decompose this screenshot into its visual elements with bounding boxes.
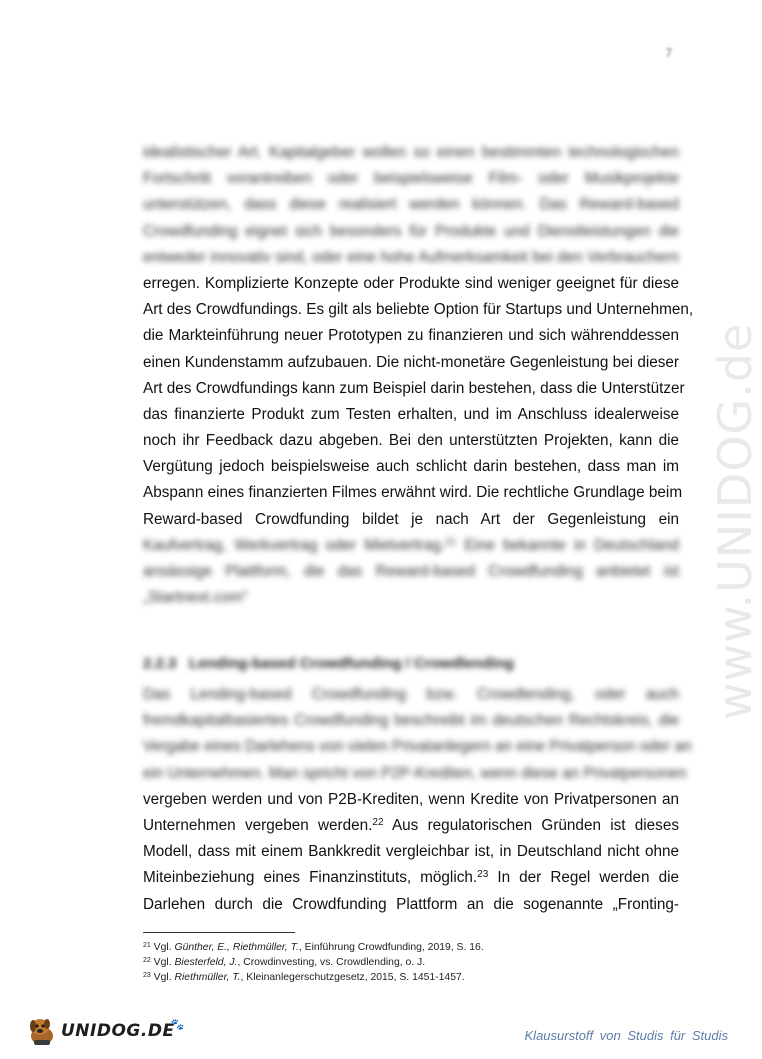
text-line: Das Lending-based Crowdfunding bzw. Crowdlending, oder auch	[143, 686, 679, 703]
footnote-prefix: Vgl.	[150, 972, 175, 983]
footnote-author: Riethmüller, T.	[174, 972, 241, 983]
text-line: die Markteinführung neuer Prototypen zu finanzieren und sich währenddessen	[143, 327, 679, 345]
text-line	[143, 865, 679, 891]
footnote-number: 23	[143, 972, 151, 979]
section-title: Lending-based Crowdfunding / Crowdlending	[189, 655, 514, 672]
paragraph-reward-crowdfunding	[143, 140, 694, 611]
text-line: Vergabe eines Darlehens von vielen Privatanlegern an eine Privatperson oder an	[143, 738, 692, 756]
footnote-number: 21	[143, 942, 151, 949]
text-fragment: Unternehmen vergeben werden.	[143, 816, 373, 834]
dog-mascot-icon	[25, 1014, 59, 1048]
footnote-text: , Crowdinvesting, vs. Crowdlending, o. J.	[237, 957, 426, 968]
paragraph-crowdlending	[143, 682, 692, 918]
footnote-ref: 23	[477, 869, 489, 881]
text-line: ein Unternehmen. Man spricht von P2P-Krediten, wenn diese an Privatpersonen	[143, 764, 687, 782]
footnote	[143, 955, 679, 970]
footnote-ref: 22	[372, 816, 384, 828]
paw-icon: 🐾	[170, 1018, 185, 1031]
text-line: idealistischer Art. Kapitalgeber wollen so einen bestimmten technologischen	[143, 144, 679, 161]
section-number: 2.2.3	[143, 655, 177, 672]
text-line: unterstützen, dass diese realisiert werden können. Das Reward-based	[143, 196, 679, 214]
text-line: vergeben werden und von P2B-Krediten, wenn Kredite von Privatpersonen an	[143, 790, 679, 808]
text-line: Abspann eines finanzierten Filmes erwähnt wird. Die rechtliche Grundlage beim	[143, 484, 683, 502]
footnote	[143, 940, 679, 955]
text-line: einen Kundenstamm aufzubauen. Die nicht-monetäre Gegenleistung bei dieser	[143, 353, 679, 371]
section-heading	[143, 655, 679, 672]
text-line: Vergütung jedoch beispielsweise auch schlicht darin bestehen, dass man im	[143, 458, 679, 476]
text-fragment: Aus regulatorischen Gründen ist dieses	[383, 816, 679, 834]
text-line: Art des Crowdfundings. Es gilt als beliebte Option für Startups und Unternehmen,	[143, 301, 694, 319]
footnotes	[143, 940, 679, 985]
text-line: Darlehen durch die Crowdfunding Plattform an die sogenannte „Fronting-	[143, 895, 679, 913]
text-fragment: Eine bekannte in Deutschland	[456, 536, 679, 554]
footnote-prefix: Vgl.	[150, 942, 175, 953]
footnote-ref: 21	[445, 536, 457, 548]
text-line: das finanzierte Produkt zum Testen erhalten, und im Anschluss idealerweise	[143, 405, 679, 423]
footnote-text: , Einführung Crowdfunding, 2019, S. 16.	[298, 942, 484, 953]
text-line	[143, 813, 679, 839]
text-line: Reward-based Crowdfunding bildet je nach Art der Gegenleistung ein	[143, 510, 679, 528]
text-line: ansässige Plattform, die das Reward-based Crowdfunding anbietet ist	[143, 563, 679, 580]
text-fragment: Miteinbeziehung eines Finanzinstituts, möglich.	[143, 869, 478, 887]
watermark: www.UNIDOG.de	[708, 322, 762, 720]
text-line: Art des Crowdfundings kann zum Beispiel darin bestehen, dass die Unterstützer	[143, 379, 685, 397]
footnote-divider	[143, 932, 295, 933]
unidog-logo[interactable]	[25, 1014, 184, 1048]
text-line: entweder innovativ sind, oder eine hohe Aufmerksamkeit bei den Verbrauchern	[143, 248, 679, 266]
footnote-text: , Kleinanlegerschutzgesetz, 2015, S. 1451-1457.	[240, 972, 465, 983]
page-number: 7	[665, 46, 672, 60]
footnote	[143, 970, 679, 985]
text-line: erregen. Komplizierte Konzepte oder Produkte sind weniger geeignet für diese	[143, 274, 679, 292]
logo-text: UNIDOG.DE	[61, 1021, 175, 1041]
text-line: Modell, dass mit einem Bankkredit vergleichbar ist, in Deutschland nicht ohne	[143, 843, 679, 861]
text-fragment: In der Regel werden die	[488, 869, 679, 887]
footnote-number: 22	[143, 957, 151, 964]
text-line: Fortschritt vorantreiben oder beispielsweise Film- oder Musikprojekte	[143, 170, 679, 188]
text-line: Crowdfunding eignet sich besonders für Produkte und Dienstleistungen die	[143, 222, 679, 240]
footnote-author: Günther, E., Riethmüller, T.	[174, 942, 299, 953]
text-line: „Startnext.com"	[143, 589, 248, 607]
text-line: fremdkapitalbasiertes Crowdfunding beschreibt im deutschen Rechtskreis, die	[143, 712, 679, 730]
text-line	[143, 533, 679, 559]
footer-tagline: Klausurstoff von Studis für Studis	[524, 1028, 728, 1043]
footnote-prefix: Vgl.	[150, 957, 175, 968]
text-fragment: Kaufvertrag, Werkvertrag oder Mietvertrag.	[143, 536, 445, 554]
text-line: noch ihr Feedback dazu abgeben. Bei den unterstützten Projekten, kann die	[143, 432, 679, 450]
footnote-author: Biesterfeld, J.	[174, 957, 238, 968]
